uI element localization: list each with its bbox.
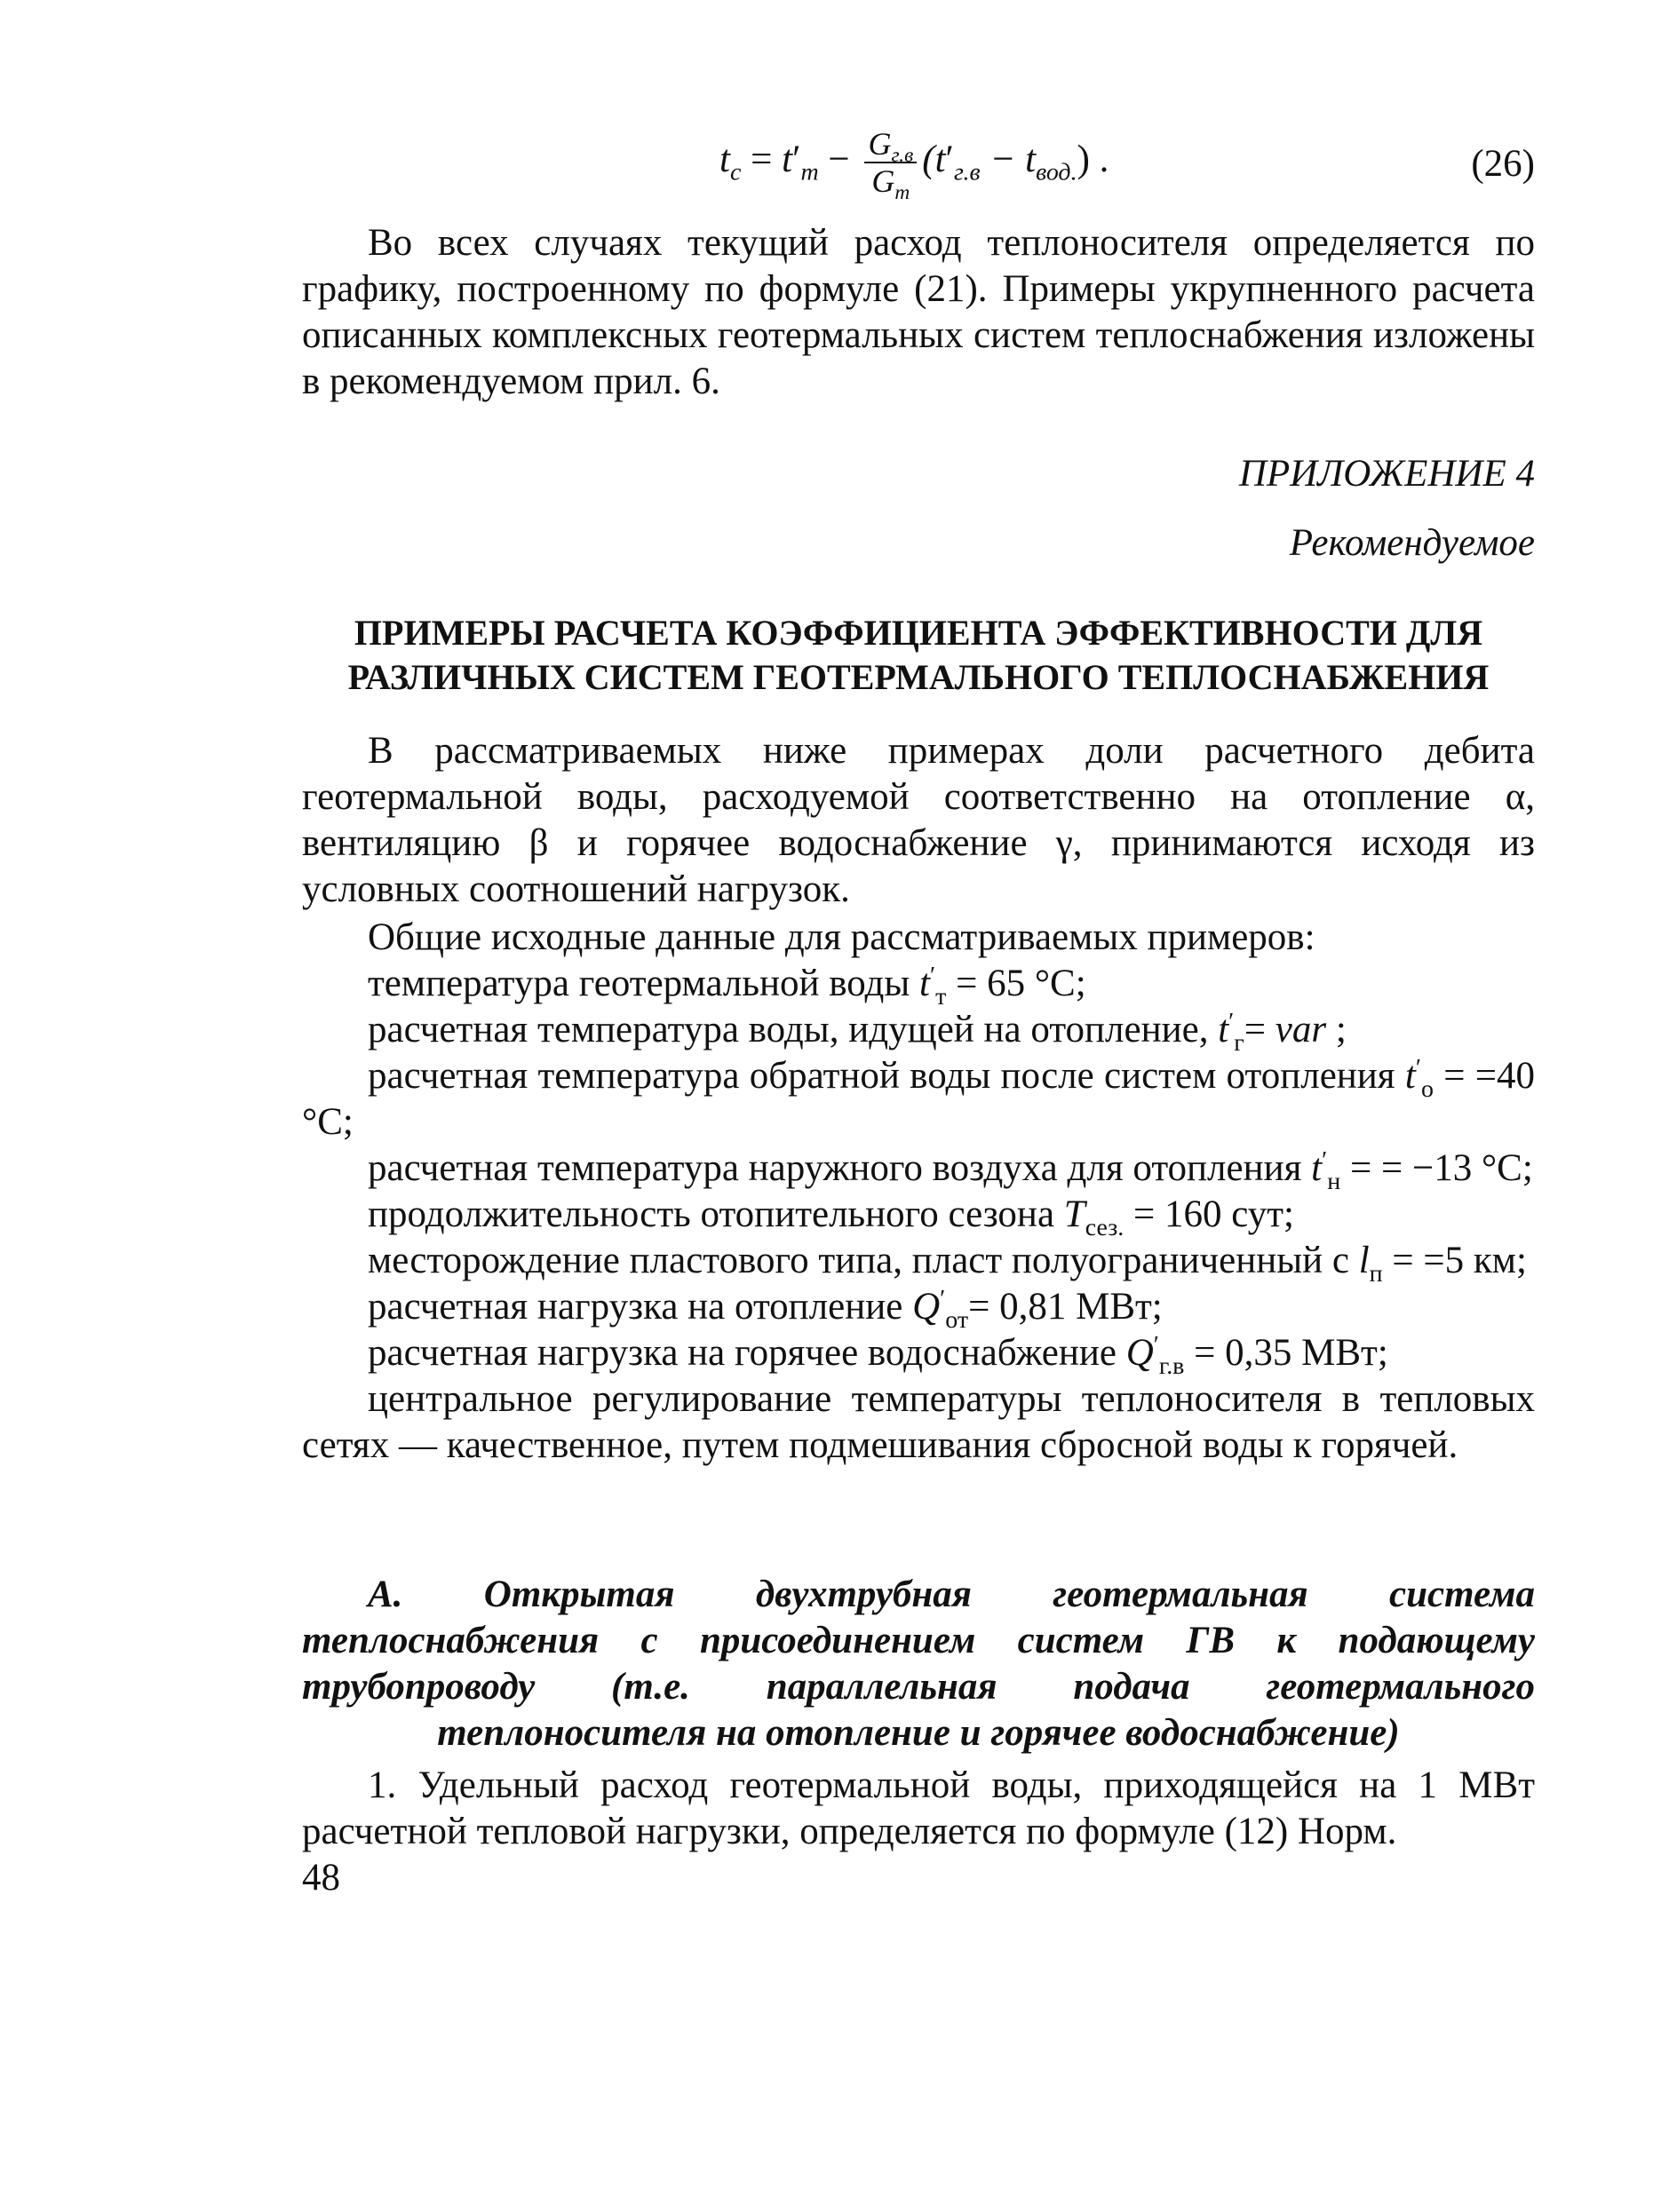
- formula-var: G: [871, 163, 895, 199]
- fraction-numerator: [864, 126, 917, 168]
- item-symbol: Q: [912, 1286, 941, 1328]
- general-data-list: [302, 915, 1535, 1469]
- item-symbol: T: [1063, 1193, 1085, 1235]
- item-value: = =40 °С;: [302, 1055, 1535, 1143]
- item-value: = 0,81 МВт;: [968, 1286, 1163, 1328]
- item-text: расчетная температура обратной воды после систем отопления: [368, 1055, 1405, 1097]
- step-1-paragraph: 1. Удельный расход геотермальной воды, приходящейся на 1 МВт расчетной тепловой нагрузки, определяется по формуле (12) Норм.: [302, 1764, 1535, 1852]
- item-symbol: t: [1404, 1055, 1416, 1097]
- formula-eq: =: [741, 138, 783, 180]
- item-sub: т: [935, 982, 947, 1011]
- formula-paren-open: (t: [922, 138, 946, 180]
- item-symbol: t: [1218, 1009, 1229, 1051]
- item-text: температура геотермальной воды: [368, 963, 920, 1004]
- item-outdoor-temp: расчетная температура наружного воздуха для отопления $t'_н$ = = −13 °С;: [368, 1146, 1533, 1195]
- item-text: расчетная температура наружного воздуха для отопления: [368, 1147, 1312, 1189]
- item-return-temp: расчетная температура обратной воды после систем отопления $t'_о = =40$ °С;: [302, 1054, 1535, 1143]
- item-text: расчетная нагрузка на отопление: [368, 1286, 913, 1328]
- item-value: = 160 сут;: [1124, 1193, 1294, 1235]
- formula-prime: ′: [792, 138, 801, 180]
- item-regulation: центральное регулирование температуры теплоносителя в тепловых сетях — качественное, путем подмешивания сбросной воды к горячей.: [302, 1378, 1535, 1466]
- appendix-label: ПРИЛОЖЕНИЕ 4: [1238, 453, 1535, 495]
- item-hw-load: расчетная нагрузка на горячее водоснабжение $Q'_{г.в} = 0,35$ МВт;: [368, 1331, 1388, 1380]
- section-title-line: ПРИМЕРЫ РАСЧЕТА КОЭФФИЦИЕНТА ЭФФЕКТИВНОСТИ ДЛЯ: [354, 613, 1483, 653]
- item-symbol: t: [919, 963, 930, 1004]
- item-text: продолжительность отопительного сезона: [368, 1193, 1064, 1235]
- item-symbol: t: [1311, 1147, 1323, 1189]
- item-sub: о: [1420, 1074, 1434, 1103]
- shares-paragraph: В рассматриваемых ниже примерах доли расчетного дебита геотермальной воды, расходуемой соответственно на отопление α, вентиляцию β и горячее водоснабжение γ, принимаются исходя из условных соотношений нагрузок.: [302, 730, 1535, 910]
- item-supply-temp: расчетная температура воды, идущей на отопление, $t'_г=$ var ;: [368, 1008, 1347, 1057]
- item-end: ;: [1326, 1009, 1347, 1051]
- item-symbol: Q: [1125, 1332, 1154, 1374]
- formula-sub: вод.: [1036, 158, 1077, 186]
- formula-26: [302, 107, 1535, 213]
- formula-sub: т: [894, 181, 910, 205]
- item-sub: сез.: [1085, 1213, 1125, 1241]
- item-value: = = −13 °С;: [1340, 1147, 1533, 1189]
- appendix-status: Рекомендуемое: [1289, 522, 1535, 564]
- formula-sub: г.в: [953, 158, 981, 186]
- item-value: = 0,35 МВт;: [1184, 1332, 1388, 1374]
- item-eq: =: [1244, 1009, 1276, 1051]
- formula-var: t: [782, 138, 793, 180]
- item-season: [302, 1192, 1535, 1241]
- formula-fraction: [864, 126, 917, 205]
- item-sub: п: [1369, 1259, 1383, 1288]
- fraction-denominator: [864, 163, 917, 205]
- item-value: = =5 км;: [1382, 1240, 1527, 1281]
- item-sub: г: [1234, 1028, 1244, 1057]
- item-sub: н: [1327, 1167, 1341, 1195]
- section-title-line: РАЗЛИЧНЫХ СИСТЕМ ГЕОТЕРМАЛЬНОГО ТЕПЛОСНАБЖЕНИЯ: [347, 657, 1490, 697]
- item-sub: от: [945, 1305, 969, 1334]
- formula-sub: с: [729, 158, 742, 186]
- formula-minus: − t: [980, 138, 1037, 180]
- page-number: 48: [302, 1857, 340, 1899]
- item-value: var: [1275, 1009, 1327, 1051]
- formula-sub: т: [800, 158, 819, 186]
- item-symbol: l: [1358, 1240, 1370, 1281]
- intro-paragraph: Во всех случаях текущий расход теплоносителя определяется по графику, построенному по формуле (21). Примеры укрупненного расчета описанных комплексных геотермальных систем теплоснабжения изложены в рекомендуемом прил. 6.: [302, 222, 1535, 402]
- section-title: [302, 611, 1535, 700]
- formula-sub: г.в: [891, 144, 914, 168]
- item-geo-temp: температура геотермальной воды $t'_т = 65$ °С;: [368, 962, 1086, 1011]
- general-data-intro: Общие исходные данные для рассматриваемых примеров:: [368, 916, 1315, 958]
- subsection-title: А. Открытая двухтрубная геотермальная система теплоснабжения с присоединением систем ГВ к подающему трубопроводу (т.е. параллельная подача геотермального теплоносителя на отопление и горячее водоснабжение): [302, 1574, 1535, 1754]
- item-text: месторождение пластового типа, пласт полуограниченный с: [368, 1240, 1359, 1281]
- item-field: [302, 1238, 1535, 1288]
- formula-number: (26): [1471, 143, 1535, 185]
- formula-minus: −: [818, 138, 860, 180]
- item-heating-load: расчетная нагрузка на отопление $Q'_{от}= 0,81$ МВт;: [368, 1285, 1163, 1334]
- item-value: = 65 °С;: [946, 963, 1086, 1004]
- item-text: расчетная нагрузка на горячее водоснабжение: [368, 1332, 1126, 1374]
- formula-prime: ′: [945, 138, 954, 180]
- formula-paren-close: ) .: [1077, 138, 1109, 180]
- item-text: расчетная температура воды, идущей на отопление,: [368, 1009, 1219, 1051]
- formula-var: G: [868, 126, 892, 162]
- formula-expression: [719, 126, 1109, 205]
- formula-var: t: [719, 138, 730, 180]
- item-sub: г.в: [1158, 1352, 1185, 1380]
